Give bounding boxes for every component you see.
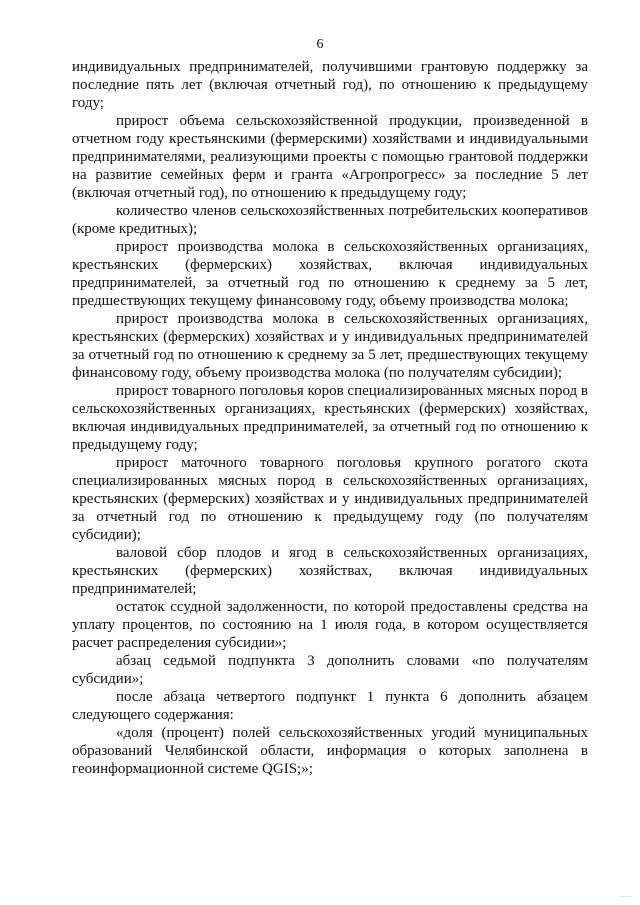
paragraph-milk-production-growth: прирост производства молока в сельскохозяйственных организациях, крестьянских (фермерских) хозяйствах, включая индивидуальных предпринимателей, за отчетный год по отношению к среднему за 5 лет, предшествующих текущему финансовому году, объему производства молока; [72,239,588,309]
paragraph-continuation: индивидуальных предпринимателей, получившими грантовую поддержку за последние пять лет (включая отчетный год), по отношению к предыдущему году; [72,59,588,111]
document-body [72,58,588,778]
page-number: 6 [316,37,324,52]
paragraph-beef-cows-growth: прирост товарного поголовья коров специализированных мясных пород в сельскохозяйственных организациях, крестьянских (фермерских) хозяйствах, включая индивидуальных предпринимателей, за отчетный год по отношению к предыдущему году; [72,383,588,453]
paragraph-cooperative-members: количество членов сельскохозяйственных потребительских кооперативов (кроме кредитных); [72,203,588,237]
paragraph-amendment-insert: после абзаца четвертого подпункт 1 пункта 6 дополнить абзацем следующего содержания: [72,689,588,723]
paragraph-amendment-subparagraph: абзац седьмой подпункта 3 дополнить словами «по получателям субсидии»; [72,653,588,687]
paragraph-loan-balance: остаток ссудной задолженности, по которой предоставлены средства на уплату процентов, по состоянию на 1 июля года, в котором осуществляется расчет распределения субсидии»; [72,599,588,651]
paragraph-breeding-stock-growth: прирост маточного товарного поголовья крупного рогатого скота специализированных мясных пород в сельскохозяйственных организациях, крестьянских (фермерских) хозяйствах и у индивидуальных предпринимателей за отчетный год по отношению к предыдущему году (по получателям субсидии); [72,455,588,543]
corner-mark: ~~~ [619,894,632,901]
paragraph-milk-production-subsidy: прирост производства молока в сельскохозяйственных организациях, крестьянских (фермерских) хозяйствах и у индивидуальных предпринимателей за отчетный год по отношению к среднему за 5 лет, предшествующих текущему финансовому году, объему производства молока (по получателям субсидии); [72,311,588,381]
paragraph-product-growth: прирост объема сельскохозяйственной продукции, произведенной в отчетном году крестьянскими (фермерскими) хозяйствами и индивидуальными предпринимателями, реализующими проекты с помощью грантовой поддержки на развитие семейных ферм и гранта «Агропрогресс» за последние 5 лет (включая отчетный год), по отношению к предыдущему году; [72,113,588,201]
paragraph-qgis-share: «доля (процент) полей сельскохозяйственных угодий муниципальных образований Челябинской области, информация о которых заполнена в геоинформационной системе QGIS;»; [72,725,588,777]
paragraph-fruit-berry-harvest: валовой сбор плодов и ягод в сельскохозяйственных организациях, крестьянских (фермерских) хозяйствах, включая индивидуальных предпринимателей; [72,545,588,597]
